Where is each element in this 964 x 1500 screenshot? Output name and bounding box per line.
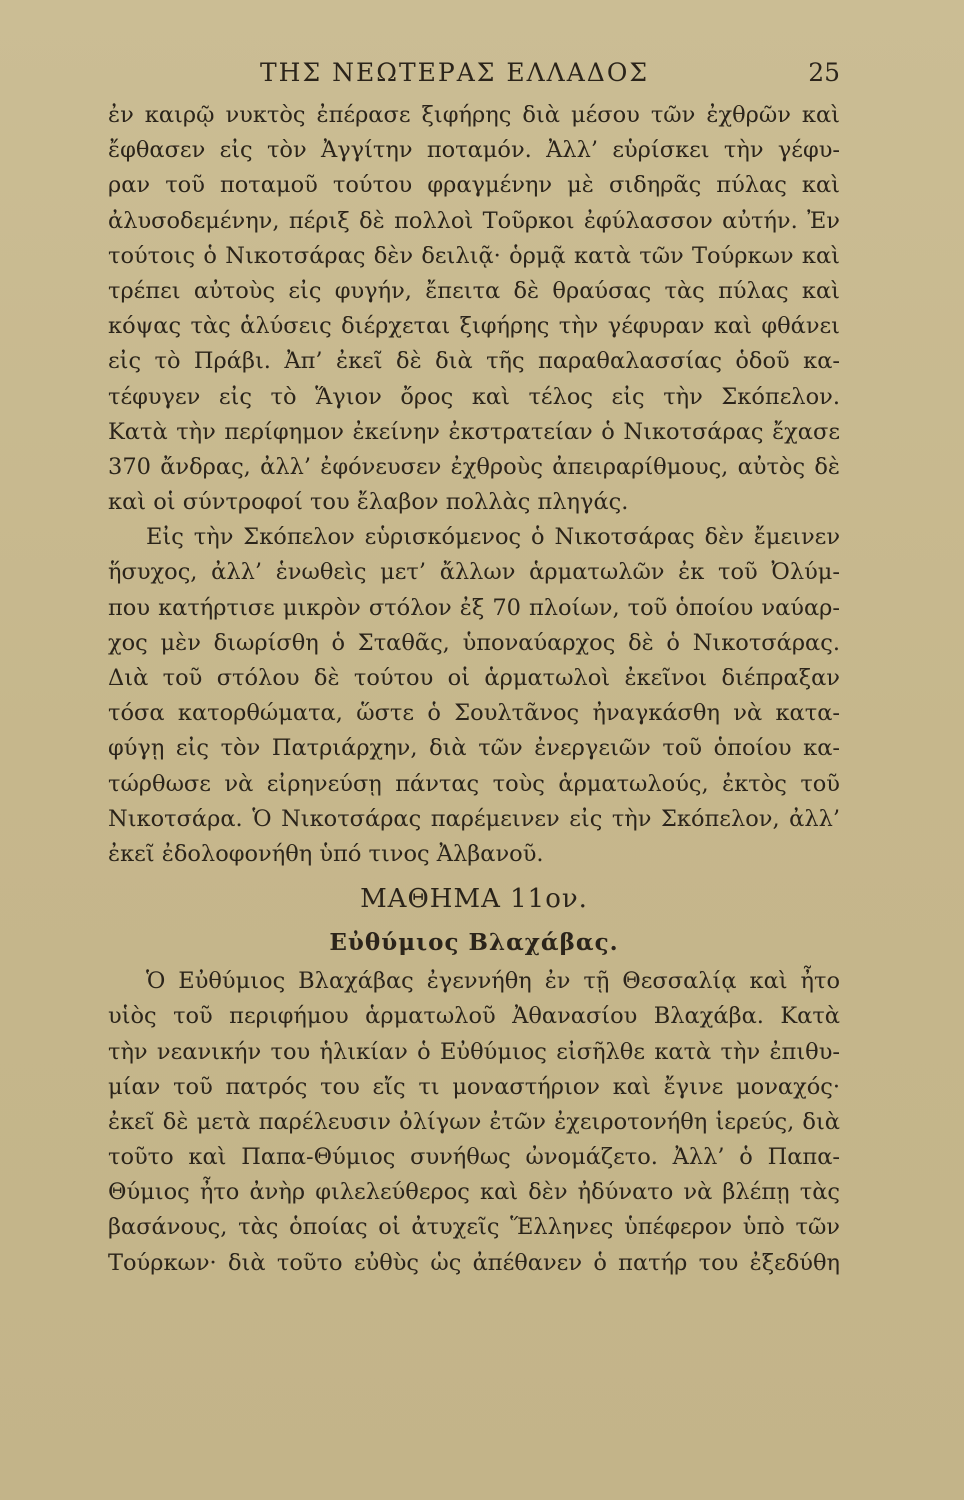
text-line: ἐν καιρῷ νυκτὸς ἐπέρασε ξιφήρης διὰ μέσου τῶν ἐχθρῶν καὶ — [108, 102, 840, 128]
text-line: τὴν νεανικήν του ἡλικίαν ὁ Εὐθύμιος εἰσῆλθε κατὰ τὴν ἐπιθυ- — [108, 1038, 840, 1065]
text-line: υἱὸς τοῦ περιφήμου ἁρματωλοῦ Ἀθανασίου Βλαχάβα. Κατὰ — [108, 1003, 840, 1030]
text-line: ἔφθασεν εἰς τὸν Ἀγγίτην ποταμόν. Ἀλλ’ εὑρίσκει τὴν γέφυ- — [108, 137, 840, 164]
text-line: ραν τοῦ ποταμοῦ τούτου φραγμένην μὲ σιδηρᾶς πύλας καὶ — [108, 172, 840, 199]
text-line: Διὰ τοῦ στόλου δὲ τούτου οἱ ἁρματωλοὶ ἐκεῖνοι διέπραξαν — [108, 665, 840, 691]
text-line: καὶ οἱ σύντροφοί του ἔλαβον πολλὰς πληγάς. — [108, 489, 629, 516]
lesson-heading: ΜΑΘΗΜΑ 11ον. — [360, 884, 588, 915]
text-line: κόψας τὰς ἁλύσεις διέρχεται ξιφήρης τὴν γέφυραν καὶ φθάνει — [108, 313, 840, 340]
page-number: 25 — [808, 58, 840, 87]
text-line: Εἰς τὴν Σκόπελον εὑρισκόμενος ὁ Νικοτσάρας δὲν ἔμεινεν — [146, 524, 840, 551]
paragraph-1 — [108, 98, 840, 520]
running-title: ΤΗΣ ΝΕΩΤΕΡΑΣ ΕΛΛΑΔΟΣ — [260, 58, 650, 87]
text-line: ἐκεῖ ἐδολοφονήθη ὑπό τινος Ἀλβανοῦ. — [108, 840, 544, 867]
text-line: τρέπει αὐτοὺς εἰς φυγήν, ἔπειτα δὲ θραύσας τὰς πύλας καὶ — [108, 277, 840, 304]
text-line: που κατήρτισε μικρὸν στόλον ἐξ 70 πλοίων, τοῦ ὁποίου ναύαρ- — [108, 594, 840, 621]
text-line: φύγῃ εἰς τὸν Πατριάρχην, διὰ τῶν ἐνεργειῶν τοῦ ὁποίου κα- — [108, 735, 840, 762]
text-line: ἀλυσοδεμένην, πέριξ δὲ πολλοὶ Τοῦρκοι ἐφύλασσον αὐτήν. Ἐν — [108, 207, 840, 234]
text-line: τώρθωσε νὰ εἰρηνεύσῃ πάντας τοὺς ἁρματωλούς, ἐκτὸς τοῦ — [108, 770, 840, 797]
text-line: Θύμιος ἦτο ἀνὴρ φιλελεύθερος καὶ δὲν ἠδύνατο νὰ βλέπῃ τὰς — [108, 1179, 840, 1206]
text-line: 370 ἄνδρας, ἀλλ’ ἐφόνευσεν ἐχθροὺς ἀπειραρίθμους, αὐτὸς δὲ — [108, 453, 840, 480]
page-header — [120, 58, 840, 98]
text-line: μίαν τοῦ πατρός του εἴς τι μοναστήριον καὶ ἔγινε μοναχός· — [108, 1073, 840, 1100]
text-line: τόσα κατορθώματα, ὥστε ὁ Σουλτᾶνος ἠναγκάσθη νὰ κατα- — [108, 700, 840, 727]
text-line: βασάνους, τὰς ὁποίας οἱ ἀτυχεῖς Ἕλληνες ὑπέφερον ὑπὸ τῶν — [108, 1214, 840, 1241]
text-line: χος μὲν διωρίσθη ὁ Σταθᾶς, ὑποναύαρχος δὲ ὁ Νικοτσάρας. — [108, 629, 840, 656]
body-text — [108, 98, 840, 1281]
text-line: τούτοις ὁ Νικοτσάρας δὲν δειλιᾷ· ὁρμᾷ κατὰ τῶν Τούρκων καὶ — [108, 242, 840, 269]
paragraph-2 — [108, 520, 840, 872]
text-line: εἰς τὸ Πράβι. Ἀπ’ ἐκεῖ δὲ διὰ τῆς παραθαλασσίας ὁδοῦ κα- — [108, 348, 840, 375]
paragraph-3 — [108, 964, 840, 1281]
text-line: Τούρκων· διὰ τοῦτο εὐθὺς ὡς ἀπέθανεν ὁ πατήρ του ἐξεδύθη — [108, 1249, 840, 1276]
text-line: Κατὰ τὴν περίφημον ἐκείνην ἐκστρατείαν ὁ Νικοτσάρας ἔχασε — [108, 418, 840, 445]
text-line: τέφυγεν εἰς τὸ Ἅγιον ὄρος καὶ τέλος εἰς τὴν Σκόπελον. — [108, 383, 840, 410]
text-line: Ὁ Εὐθύμιος Βλαχάβας ἐγεννήθη ἐν τῇ Θεσσαλίᾳ καὶ ἦτο — [146, 968, 840, 995]
text-line: Νικοτσάρα. Ὁ Νικοτσάρας παρέμεινεν εἰς τὴν Σκόπελον, ἀλλ’ — [108, 805, 840, 832]
text-line: ἐκεῖ δὲ μετὰ παρέλευσιν ὀλίγων ἐτῶν ἐχειροτονήθη ἱερεύς, διὰ — [108, 1108, 840, 1135]
section-heading: Εὐθύμιος Βλαχάβας. — [329, 929, 619, 957]
text-line: ἥσυχος, ἀλλ’ ἑνωθεὶς μετ’ ἄλλων ἁρματωλῶν ἐκ τοῦ Ὀλύμ- — [108, 559, 840, 586]
text-line: τοῦτο καὶ Παπα-Θύμιος συνήθως ὠνομάζετο. Ἀλλ’ ὁ Παπα- — [108, 1144, 840, 1171]
